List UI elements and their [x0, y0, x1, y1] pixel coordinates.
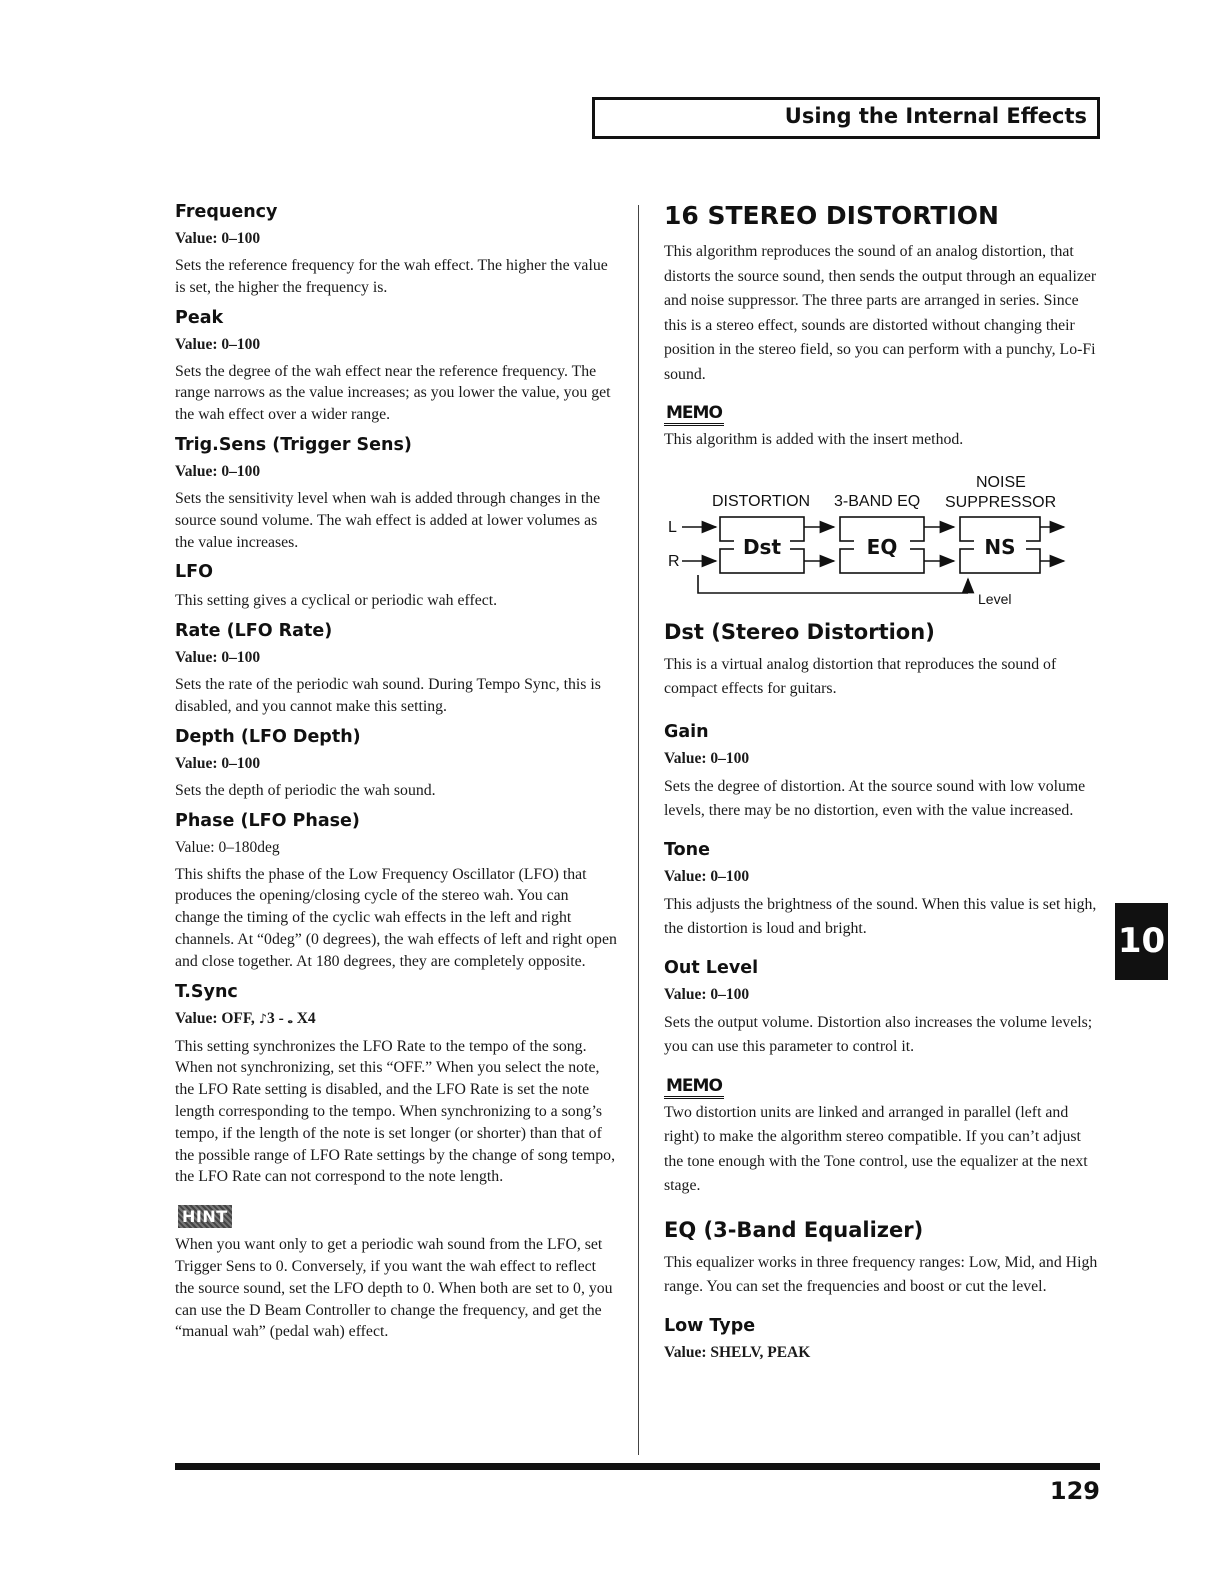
outlevel-desc: Sets the output volume. Distortion also increases the volume levels; you can use this parameter to control it.	[664, 1013, 1093, 1055]
signal-flow-diagram	[664, 463, 1104, 613]
rate-desc: Sets the rate of the periodic wah sound. During Tempo Sync, this is disabled, and you cannot make this setting.	[175, 676, 601, 715]
peak-value: Value: 0–100	[175, 335, 261, 353]
phase-heading: Phase (LFO Phase)	[175, 810, 360, 831]
frequency-heading: Frequency	[175, 202, 278, 222]
diagram-block-dst: Dst	[742, 534, 782, 559]
gain-desc: Sets the degree of distortion. At the source sound with low volume levels, there may be no distortion, even with the value increased.	[664, 777, 1086, 819]
tsync-value-prefix: Value: OFF,	[175, 1009, 259, 1027]
gain-heading: Gain	[664, 721, 709, 742]
tone-desc: This adjusts the brightness of the sound. When this value is set high, the distortion is loud and bright.	[664, 895, 1097, 937]
gain-value: Value: 0–100	[664, 749, 750, 767]
peak-desc: Sets the degree of the wah effect near the reference frequency. The range narrows as the value increases; as you lower the value, you get the wah effect over a wider range.	[175, 362, 611, 424]
column-divider	[638, 205, 639, 1455]
intro-desc: This algorithm reproduces the sound of an analog distortion, that distorts the source sound, then sends the output through an equalizer and noise suppressor. The three parts are arranged in series. Since this is a stereo effect, sounds are distorted without changing their position in the stereo field, so you can perform with a punchy, Lo-Fi sound.	[664, 243, 1097, 383]
outlevel-value: Value: 0–100	[664, 985, 750, 1003]
tone-heading: Tone	[664, 839, 710, 860]
rate-value: Value: 0–100	[175, 649, 261, 667]
diagram-label-noise: NOISE	[976, 473, 1026, 491]
tsync-value-suffix: X4	[292, 1009, 316, 1027]
memo2-text: Two distortion units are linked and arranged in parallel (left and right) to make the algorithm stereo compatible. If you can’t adjust the tone enough with the Tone control, use the equalizer at the next stage.	[664, 1103, 1088, 1194]
header-box	[592, 97, 1100, 139]
section-title: 16 STEREO DISTORTION	[664, 201, 999, 230]
trigsens-heading: Trig.Sens (Trigger Sens)	[175, 434, 412, 455]
frequency-value: Value: 0–100	[175, 230, 261, 247]
diagram-label-suppressor: SUPPRESSOR	[945, 493, 1057, 511]
diagram-label-distortion: DISTORTION	[712, 492, 811, 510]
page-number: 129	[1049, 1477, 1100, 1505]
memo-icon-2: MEMO	[664, 1076, 724, 1099]
lfo-heading: LFO	[175, 562, 213, 583]
diagram-input-l: L	[668, 518, 677, 536]
rate-heading: Rate (LFO Rate)	[175, 621, 333, 642]
diagram-input-r: R	[668, 552, 680, 570]
tsync-value-range: 3 -	[266, 1009, 288, 1027]
tone-value: Value: 0–100	[664, 867, 750, 885]
header-title: Using the Internal Effects	[784, 104, 1087, 128]
depth-desc: Sets the depth of periodic the wah sound.	[175, 781, 436, 799]
dst-heading: Dst (Stereo Distortion)	[664, 619, 935, 644]
hint-icon: HINT	[178, 1205, 232, 1228]
hint-desc: When you want only to get a periodic wah sound from the LFO, set Trigger Sens to 0. Conversely, if you want the wah effect to reflect the source sound, set the LFO depth to 0. When both are set to 0, you can use the D Beam Controller to change the frequency, and get the “manual wah” (pedal wah) effect.	[175, 1236, 613, 1341]
tsync-desc: This setting synchronizes the LFO Rate to the tempo of the song. When not synchronizing, set this “OFF.” When you select the note, the LFO Rate setting is disabled, and the LFO Rate is set the note length corresponding to the tempo. When synchronizing to a song’s tempo, if the length of the note is set longer (or shorter) than that of the possible range of LFO Rate settings by the change of song tempo, the LFO Rate can not correspond to the note length.	[175, 1037, 616, 1186]
phase-desc: This shifts the phase of the Low Frequency Oscillator (LFO) that produces the opening/closing cycle of the stereo wah. You can change the timing of the cyclic wah effects in the left and right channels. At “0deg” (0 degrees), the wah effects of left and right open and close together. At 180 degrees, they are completely opposite.	[175, 865, 617, 970]
tsync-value	[175, 1009, 617, 1030]
eighth-note-icon: ♪	[258, 1011, 267, 1027]
diagram-block-eq: EQ	[866, 534, 898, 559]
frequency-desc: Sets the reference frequency for the wah effect. The higher the value is set, the higher the frequency is.	[175, 257, 608, 296]
left-column	[175, 200, 617, 1350]
memo1-text: This algorithm is added with the insert method.	[664, 431, 964, 448]
right-column	[664, 200, 1104, 1369]
eq-heading: EQ (3-Band Equalizer)	[664, 1217, 924, 1242]
memo-icon: MEMO	[664, 403, 724, 426]
phase-value: Value: 0–180deg	[175, 838, 280, 856]
depth-value: Value: 0–100	[175, 754, 261, 772]
lfo-desc: This setting gives a cyclical or periodic wah effect.	[175, 592, 498, 610]
eq-desc: This equalizer works in three frequency ranges: Low, Mid, and High range. You can set the frequencies and boost or cut the level.	[664, 1253, 1098, 1295]
diagram-label-eq: 3-BAND EQ	[834, 492, 921, 510]
dst-desc: This is a virtual analog distortion that reproduces the sound of compact effects for guitars.	[664, 655, 1057, 697]
footer-rule	[175, 1463, 1100, 1470]
trigsens-value: Value: 0–100	[175, 462, 261, 480]
depth-heading: Depth (LFO Depth)	[175, 726, 361, 747]
lowtype-value: Value: SHELV, PEAK	[664, 1343, 811, 1361]
trigsens-desc: Sets the sensitivity level when wah is added through changes in the source sound volume. The wah effect is added at lower volumes as the value increases.	[175, 489, 601, 551]
outlevel-heading: Out Level	[664, 957, 759, 978]
peak-heading: Peak	[175, 307, 224, 328]
diagram-level-label: Level	[978, 590, 1012, 607]
lowtype-heading: Low Type	[664, 1315, 756, 1336]
chapter-tab: 10	[1115, 903, 1168, 980]
tsync-heading: T.Sync	[175, 981, 238, 1002]
diagram-block-ns: NS	[984, 534, 1016, 559]
whole-note-icon: 𝅝	[287, 1011, 293, 1027]
